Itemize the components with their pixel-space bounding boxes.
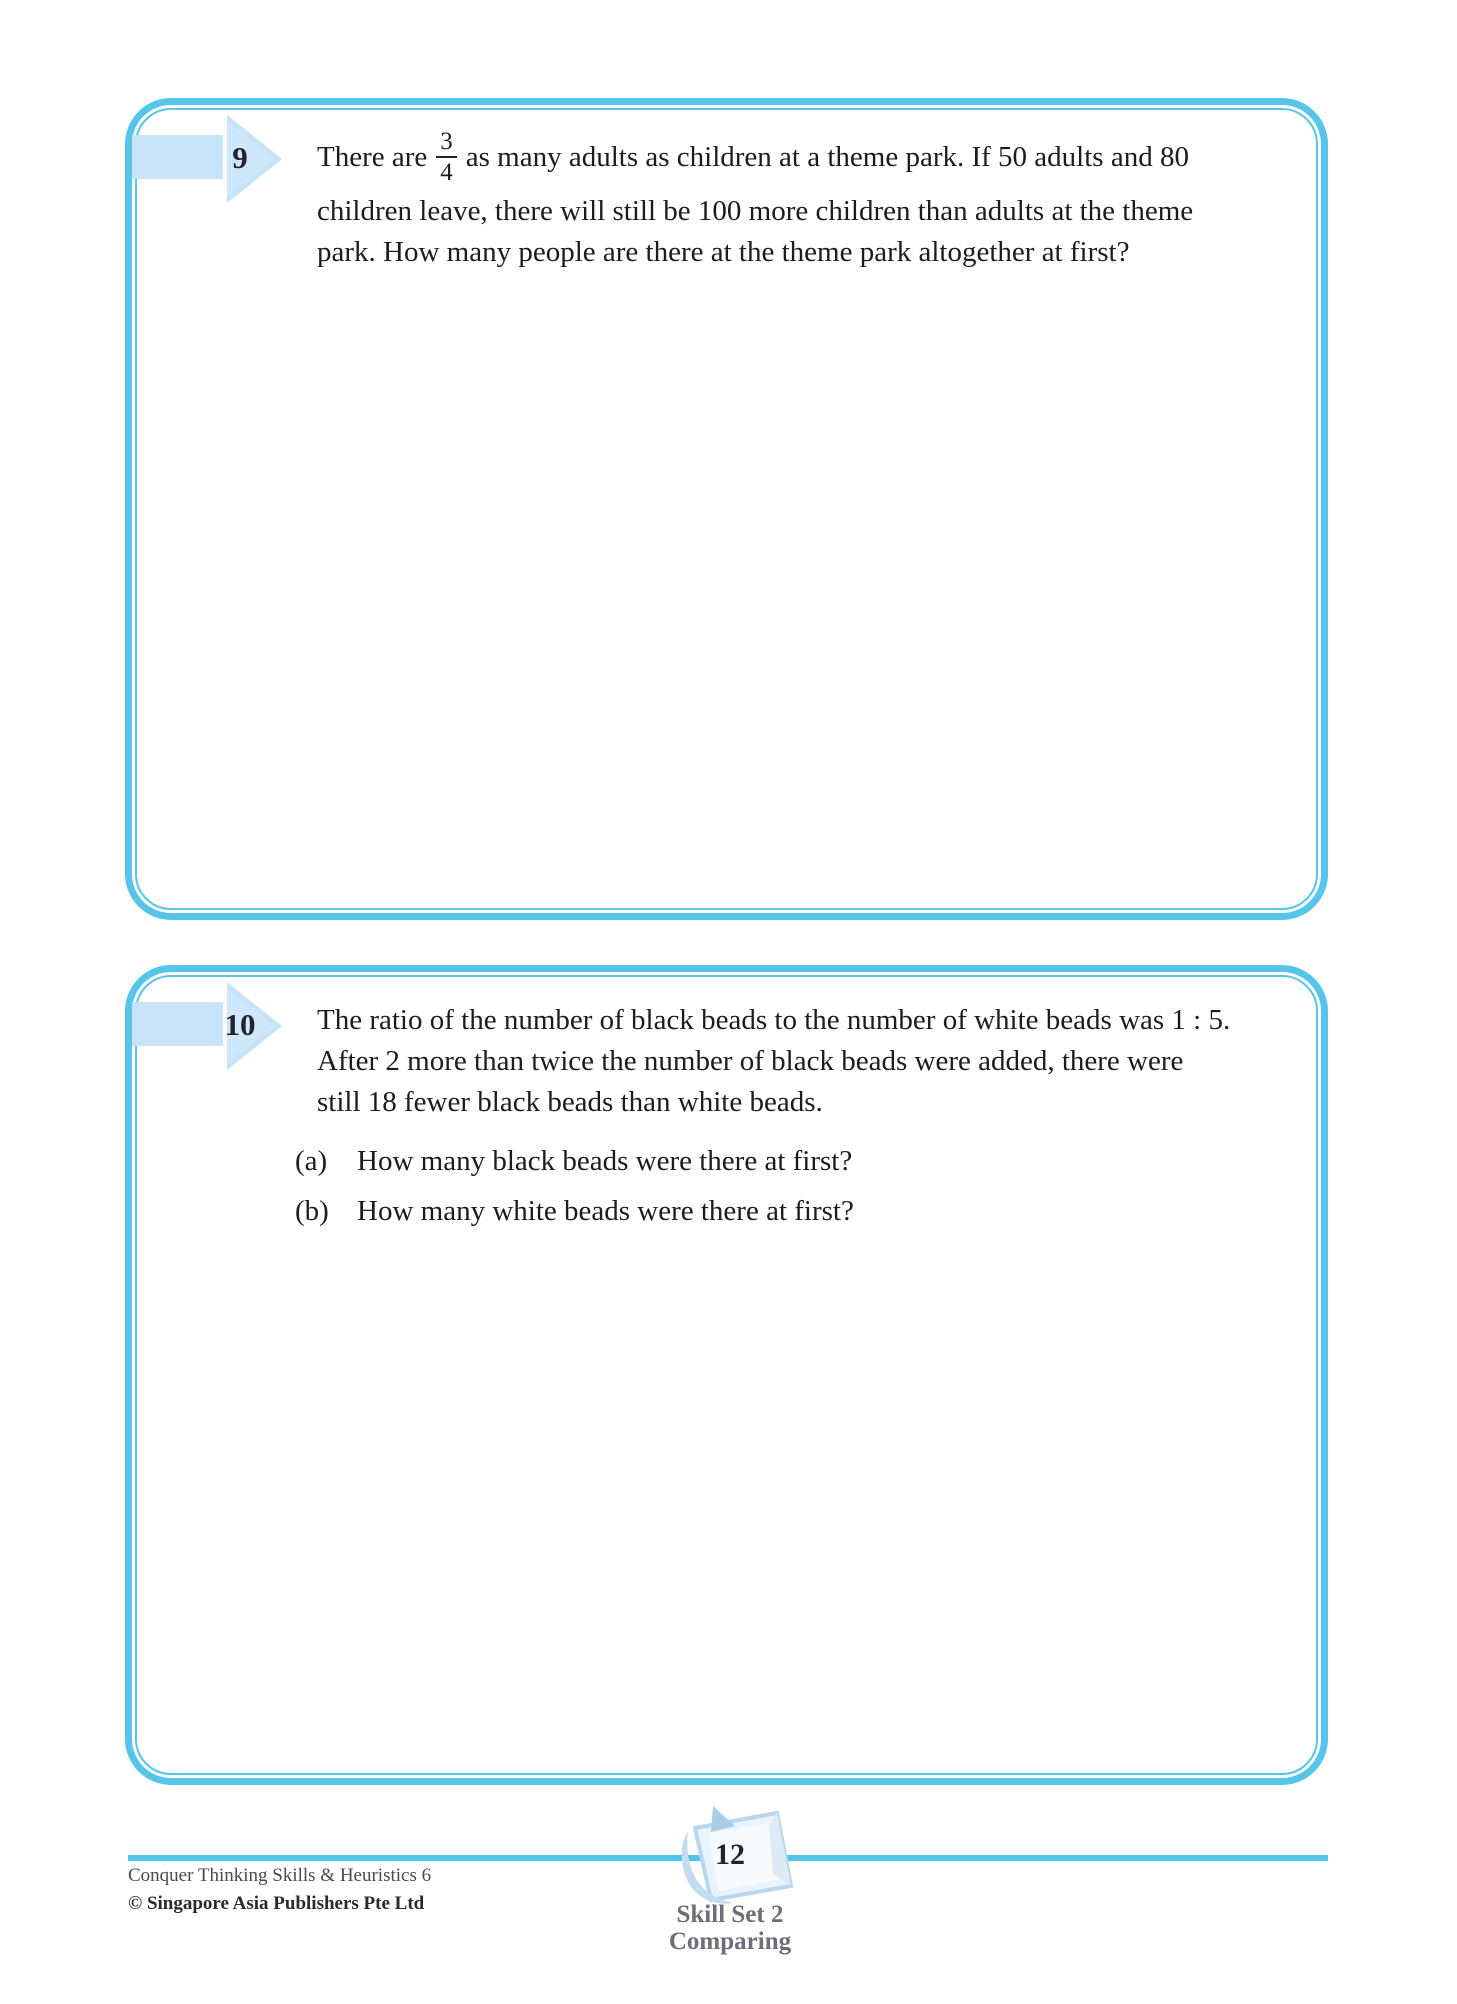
question-text [295,1000,1337,1236]
skill-name-label: Comparing [668,1928,792,1955]
footer-imprint [128,1864,431,1916]
question-text-line [317,123,1337,191]
subquestion-list [295,1136,1337,1236]
subquestion-b [295,1186,1337,1236]
fraction-denominator: 4 [440,159,453,186]
question-text-line: children leave, there will still be 100 more children than adults at the theme [317,195,1194,227]
series-title: Conquer Thinking Skills & Heuristics 6 [128,1865,432,1886]
subquestion-label: (a) [295,1145,328,1177]
copyright-notice: © Singapore Asia Publishers Pte Ltd [128,1893,425,1914]
subquestion-text: How many white beads were there at first? [357,1195,854,1227]
question-box-10 [125,965,1328,1785]
page-number: 12 [715,1838,745,1871]
section-label [620,1901,840,1955]
fraction-numerator: 3 [436,128,457,158]
question-text [317,123,1337,273]
question-text-line: still 18 fewer black beads than white beads. [317,1086,823,1118]
question-number: 10 [224,1007,256,1042]
text-before-fraction: There are [317,140,428,173]
subquestion-a [295,1136,1337,1186]
question-text-line: The ratio of the number of black beads to the number of white beads was 1 : 5. [317,1004,1231,1036]
subquestion-text: How many black beads were there at first? [357,1145,853,1177]
skill-set-label: Skill Set 2 [676,1901,784,1928]
fraction [436,128,457,186]
text-after-fraction: as many adults as children at a theme park. If 50 adults and 80 [465,140,1189,173]
question-number: 9 [232,140,248,175]
subquestion-label: (b) [295,1195,329,1227]
question-text-line: park. How many people are there at the theme park altogether at first? [317,236,1130,268]
question-box-9 [125,98,1328,920]
question-text-line: After 2 more than twice the number of black beads were added, there were [317,1045,1184,1077]
